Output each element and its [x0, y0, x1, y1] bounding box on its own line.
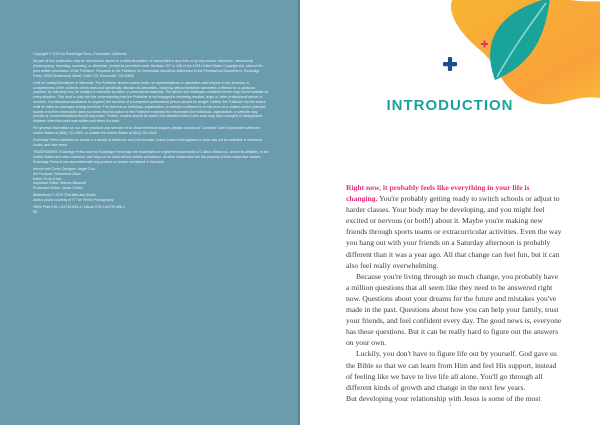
credits: Interior and Cover Designer: Angie Chiu Art Producer: Samantha Ulban Editor: Erum Khan Associate Editor: Maxine Marshall Production Editor: Jenna Dutton [33, 167, 95, 191]
paragraph-3: Luckily, you don't have to figure life out by yourself. God gave us the Bible so that we can learn from Him and feel His support, instead of feeling like we have to live life all alone. You'll go through all different kinds of growth and change in the next few years. [346, 349, 557, 392]
introduction-body [346, 182, 562, 404]
paragraph-4: But developing your relationship with Jesus is some of the most [346, 393, 541, 403]
page-number: 1 [448, 402, 452, 408]
customer-care-notice: For general information on our other products and services or to obtain technical support, please contact our Customer Care Department within the United States at (866) 744-2665, or outside the United States at (510) 253-0500. [33, 126, 261, 136]
paragraph-1 [346, 182, 562, 271]
introduction-page [300, 0, 600, 425]
copyright-block [33, 52, 269, 217]
copyright-line: Copyright © 2020 by Rockridge Press, Emeryville, California [33, 52, 127, 56]
formats-notice: Rockridge Press publishes its books in a variety of electronic and print formats. Some content that appears in print may not be available in electronic books, and vice versa. [33, 138, 263, 148]
permissions-notice: No part of this publication may be reproduced, stored in a retrieval system, or transmitted in any form or by any means, electronic, mechanical, photocopying, recording, scanning, or otherwise, except as permitted under Sections 107 or 108 of the 1976 United States Copyright Act, without the prior written permission of the Publisher. Requests to the Publisher for permission should be addressed to the Permissions Department, Rockridge Press, 6005 Shellmound Street, Suite 175, Emeryville, CA 94608. [33, 59, 263, 78]
page-title: INTRODUCTION [386, 97, 514, 114]
illustration-credits: Illustrations © 2020 TheLittleLabs Studio Author photo courtesy of © The Tennis Photography [33, 193, 114, 203]
isbn: ISBN: Print 978-1-64739-695-4 | eBook 978-1-64739-696-1 R0 [33, 205, 125, 215]
paragraph-2: Because you're living through so much change, you probably have a million questions that all seem like they need to be answered right now. Questions about your dreams for the future and mistakes you've made in the past. Questions about how you can help your family, trust your friends, and feel confident every day. The good news is, everyone has these questions. But it can be really hard to figure out the answers on your own. [346, 271, 562, 348]
liability-disclaimer: Limit of Liability/Disclaimer of Warranty: The Publisher and the author make no representations or warranties with respect to the accuracy or completeness of the contents of this work and specifically disclaim all warranties, including without limitation warranties of fitness for a particular purpose. No warranty may be created or extended by sales or promotional materials. The advice and strategies contained herein may not be suitable for every situation. This work is sold with the understanding that the Publisher is not engaged in rendering medical, legal, or other professional advice or services. If professional assistance is required, the services of a competent professional person should be sought. Neither the Publisher nor the author shall be liable for damages arising herefrom. The fact that an individual, organization, or website is referred to in this work as a citation and/or potential source of further information does not mean that the author or the Publisher endorses the information the individual, organization, or website may provide or recommendations they/it may make. Further, readers should be aware that websites listed in this work may have changed or disappeared between when this work was written and when it is read. [33, 80, 269, 124]
trademarks-notice: TRADEMARKS: Rockridge Press and the Rockridge Press logo are trademarks or registered trademarks of Callisto Media Inc. and/or its affiliates, in the United States and other countries, and may not be used without written permission. All other trademarks are the property of their respective owners. Rockridge Press is not associated with any product or vendor mentioned in this book. [33, 150, 269, 164]
paragraph-1-text: You're probably getting ready to switch schools or adjust to harder classes. Your body may be developing, and you might feel excited or nervous (or both!) about it. Maybe you're making new friends through sports teams or extracurricular activities. Even the way you hang out with your friends on a Saturday afternoon is probably different than it was a year ago. All that change can feel fun, but it can also feel really overwhelming. [346, 194, 562, 270]
lead-text: Right now, it probably feels like everything in your life is changing. [346, 183, 530, 204]
navy-plus-icon [443, 57, 457, 71]
